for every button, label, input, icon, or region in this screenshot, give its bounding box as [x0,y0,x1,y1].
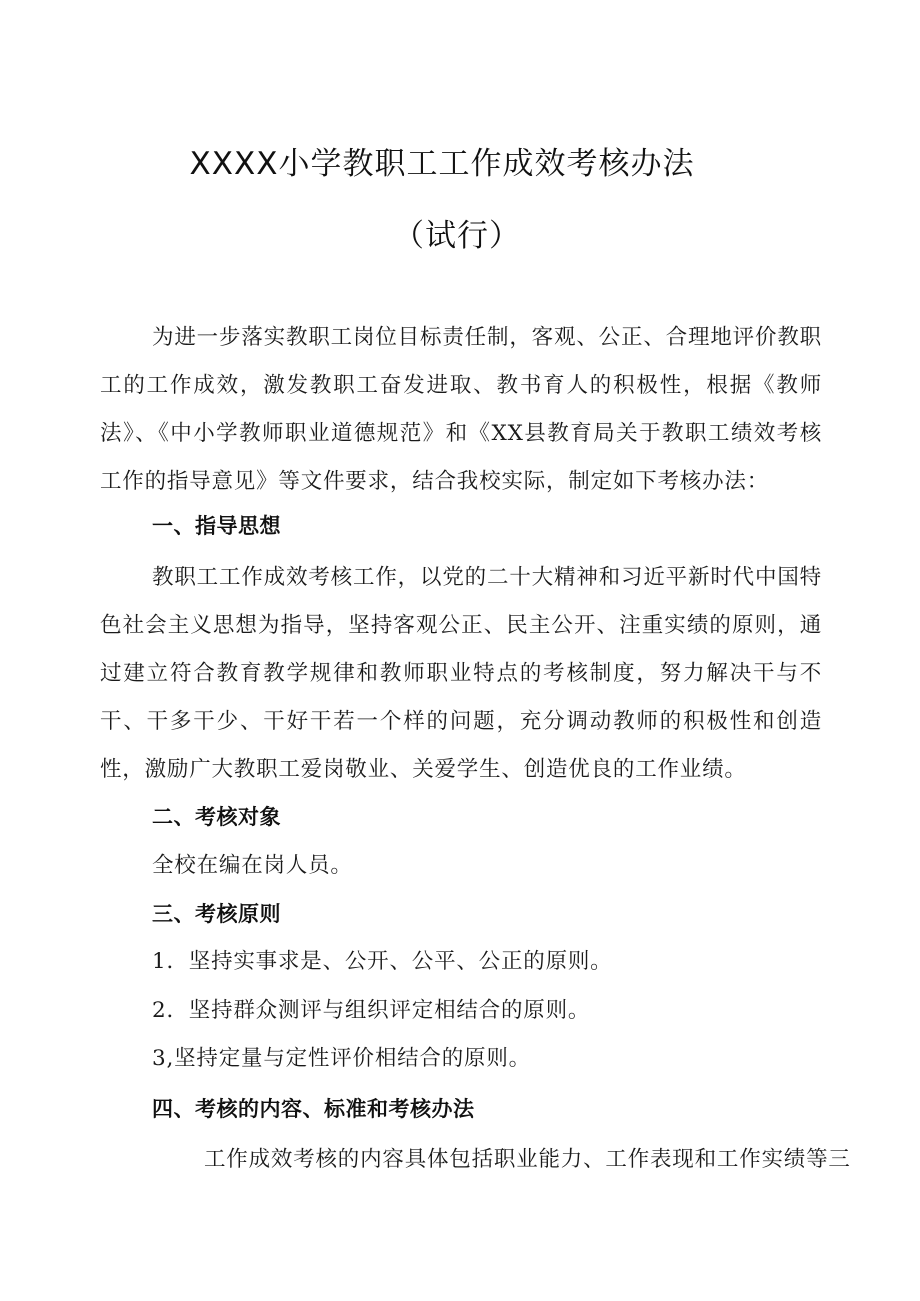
section-paragraph-content-standards: 工作成效考核的内容具体包括职业能力、工作表现和工作实绩等三 [204,1147,851,1172]
principle-item: 3,坚持定量与定性评价相结合的原则。 [152,1046,531,1071]
section-paragraph-assessment-targets: 全校在编在岗人员。 [152,853,353,878]
principle-item: 2．坚持群众测评与组织评定相结合的原则。 [152,998,591,1023]
section-heading-guiding-ideology: 一、指导思想 [152,514,281,538]
document-title: XXXX小学教职工工作成效考核办法 [189,146,695,182]
section-heading-content-standards: 四、考核的内容、标准和考核办法 [152,1097,475,1121]
section-heading-assessment-targets: 二、考核对象 [152,805,281,829]
intro-paragraph: 为进一步落实教职工岗位目标责任制，客观、公正、合理地评价教职工的工作成效，激发教职工奋发进取、教书育人的积极性，根据《教师法》、《中小学教师职业道德规范》和《XX县教育局关于教职工绩效考核工作的指导意见》等文件要求，结合我校实际，制定如下考核办法： [100,325,822,494]
document-subtitle: （试行） [393,218,521,254]
section-paragraph-guiding-ideology: 教职工工作成效考核工作，以党的二十大精神和习近平新时代中国特色社会主义思想为指导，坚持客观公正、民主公开、注重实绩的原则，通过建立符合教育教学规律和教师职业特点的考核制度，努力解决干与不干、干多干少、干好干若一个样的问题，充分调动教师的积极性和创造性，激励广大教职工爱岗敬业、关爱学生、创造优良的工作业绩。 [100,565,822,782]
principle-item: 1．坚持实事求是、公开、公平、公正的原则。 [152,949,613,974]
section-heading-assessment-principles: 三、考核原则 [152,902,281,926]
